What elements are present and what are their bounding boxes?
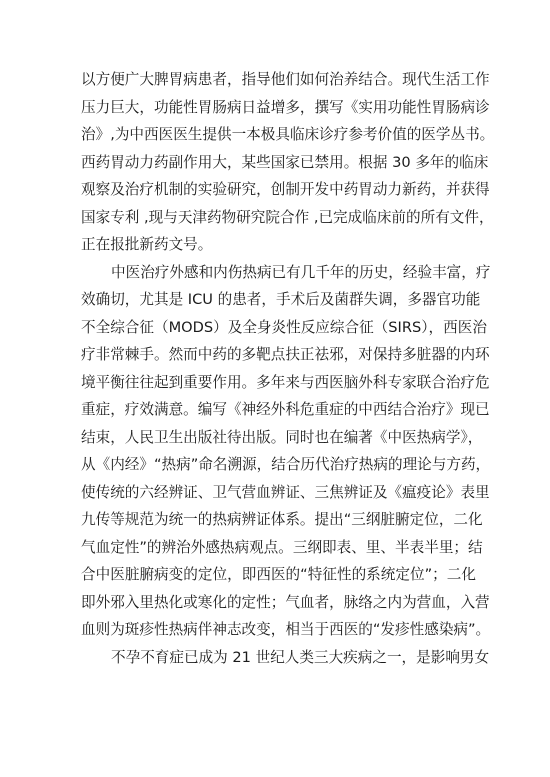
text-line: 不孕不育症已成为 21 世纪人类三大疾病之一，是影响男女 <box>111 648 490 666</box>
text-line: 结束，人民卫生出版社待出版。同时也在编著《中医热病学》， <box>81 428 483 446</box>
text-line: 中医治疗外感和内伤热病已有几千年的历史，经验丰富，疗 <box>111 263 491 281</box>
text-line: 压力巨大，功能性胃肠病日益增多，撰写《实用功能性胃肠病诊 <box>81 98 490 116</box>
text-line: 不全综合征（MODS）及全身炎性反应综合征（SIRS），西医治 <box>81 318 487 336</box>
text-line: 西药胃动力药副作用大，某些国家已禁用。根据 30 多年的临床 <box>81 153 489 171</box>
text-line: 治》,为中西医医生提供一本极具临床诊疗参考价值的医学丛书。 <box>81 126 495 143</box>
paragraph <box>81 644 490 672</box>
text-line: 合中医脏腑病变的定位，即西医的“特征性的系统定位”；二化 <box>81 566 476 583</box>
text-line: 境平衡往往起到重要作用。多年来与西医脑外科专家联合治疗危 <box>81 373 490 391</box>
text-line: 血则为斑疹性热病伴神志改变，相当于西医的“发疹性感染病”。 <box>81 621 491 638</box>
text-line: 即外邪入里热化或寒化的定性；气血者，脉络之内为营血，入营 <box>81 593 490 611</box>
text-line: 效确切，尤其是 ICU 的患者，手术后及菌群失调，多器官功能 <box>81 291 481 308</box>
text-line: 重症，疗效满意。编写《神经外科危重症的中西结合治疗》现已 <box>81 401 490 418</box>
paragraph <box>81 259 491 644</box>
paragraph <box>81 66 495 259</box>
text-line: 以方便广大脾胃病患者，指导他们如何治养结合。现代生活工作 <box>81 71 490 88</box>
text-line: 九传等规范为统一的热病辨证体系。提出“三纲脏腑定位，二化 <box>81 511 483 528</box>
text-line: 从《内经》“热病”命名溯源，结合历代治疗热病的理论与方药， <box>81 456 491 473</box>
text-line: 气血定性”的辨治外感热病观点。三纲即表、里、半表半里；结 <box>81 538 483 556</box>
text-line: 国家专利 ,现与天津药物研究院合作 ,已完成临床前的所有文件， <box>81 208 494 226</box>
text-line: 正在报批新药文号。 <box>81 236 213 253</box>
text-line: 使传统的六经辨证、卫气营血辨证、三焦辨证及《瘟疫论》表里 <box>81 483 490 501</box>
text-line: 疗非常棘手。然而中药的多靶点扶正祛邪，对保持多脏器的内环 <box>81 346 490 363</box>
text-line: 观察及治疗机制的实验研究，创制开发中药胃动力新药，并获得 <box>81 181 490 198</box>
